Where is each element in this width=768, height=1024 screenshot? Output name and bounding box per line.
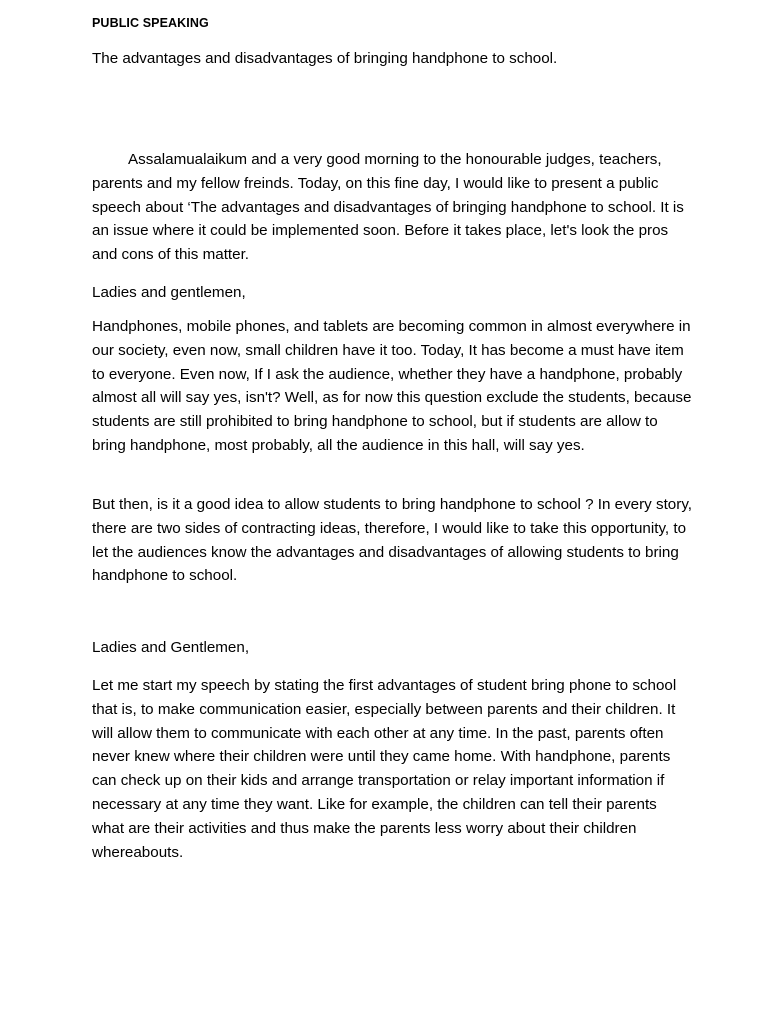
paragraph-good-idea: But then, is it a good idea to allow students to bring handphone to school ? In every story, there are two sides of contracting ideas, therefore, I would like to take this opportunity, to let the audiences know the advantages and disadvantages of allowing students to bring handphone to school. <box>92 496 693 585</box>
paragraph-salutation-2: Ladies and Gentlemen, <box>92 639 250 656</box>
document-title: The advantages and disadvantages of bringing handphone to school. <box>92 50 558 67</box>
paragraph-handphones: Handphones, mobile phones, and tablets are becoming common in almost everywhere in our society, even now, small children have it too. Today, It has become a must have item to everyone. Even now, If I ask the audience, whether they have a handphone, probably almost all will say yes, isn't? Well, as for now this question exclude the students, because students are still prohibited to bring handphone to school, but if students are allow to bring handphone, most probably, all the audience in this hall, will say yes. <box>92 318 692 454</box>
paragraph-first-advantage: Let me start my speech by stating the first advantages of student bring phone to school that is, to make communication easier, especially between parents and their children. It will allow them to communicate with each other at any time. In the past, parents often never knew where their children were until they came home. With handphone, parents can check up on their kids and arrange transportation or relay important information if necessary at any time they want. Like for example, the children can tell their parents what are their activities and thus make the parents less worry about their children whereabouts. <box>92 677 677 861</box>
document-label: PUBLIC SPEAKING <box>92 16 209 30</box>
paragraph-salutation: Ladies and gentlemen, <box>92 284 246 301</box>
paragraph-greeting: Assalamualaikum and a very good morning to the honourable judges, teachers, parents and my fellow freinds. Today, on this fine day, I would like to present a public speech about ‘The advantages and disadvantages of bringing handphone to school. It is an issue where it could be implemented soon. Before it takes place, let's look the pros and cons of this matter. <box>92 151 684 264</box>
